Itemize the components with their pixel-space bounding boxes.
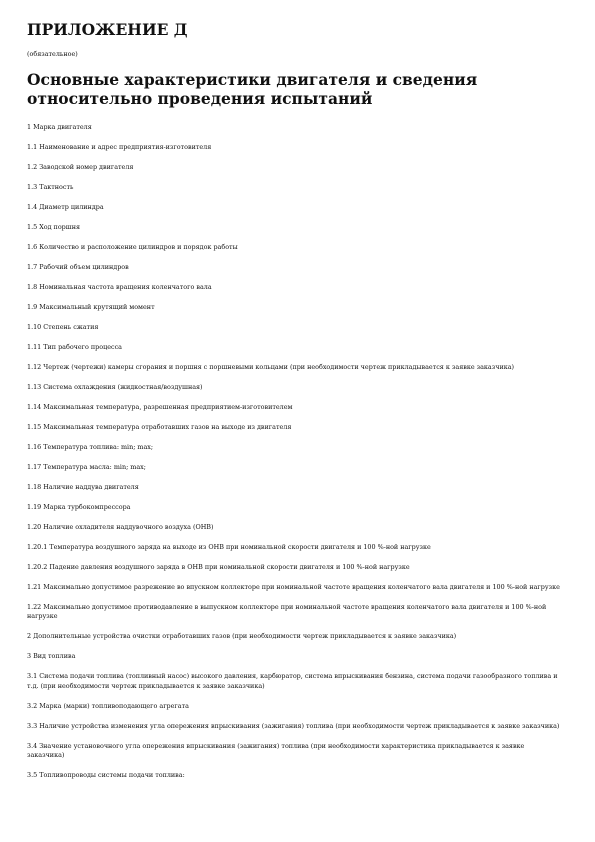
list-item: 1 Марка двигателя xyxy=(27,123,92,131)
list-item: 1.14 Максимальная температура, разрешенная предприятием-изготовителем xyxy=(27,403,293,411)
list-item: 1.5 Ход поршня xyxy=(27,223,80,231)
list-item: 1.19 Марка турбокомпрессора xyxy=(27,503,131,511)
list-item: 1.9 Максимальный крутящий момент xyxy=(27,303,155,311)
list-item: 3.3 Наличие устройства изменения угла опережения впрыскивания (зажигания) топлива (при необходимости чертеж прикладывается к заявке заказчика) xyxy=(27,721,560,730)
list-item: 1.6 Количество и расположение цилиндров и порядок работы xyxy=(27,243,238,251)
list-item: 1.15 Максимальная температура отработавших газов на выходе из двигателя xyxy=(27,423,292,431)
list-item: 1.8 Номинальная частота вращения коленчатого вала xyxy=(27,283,212,291)
list-item: 1.21 Максимально допустимое разрежение во впускном коллекторе при номинальной частоте вращения коленчатого вала двигателя и 100 %-ной нагрузке xyxy=(27,583,560,591)
appendix-note: (обязательное) xyxy=(27,50,78,58)
list-item: 1.16 Температура топлива: min; max; xyxy=(27,443,154,451)
list-item: 3.5 Топливопроводы системы подачи топлива: xyxy=(27,771,185,780)
document-page xyxy=(27,20,572,791)
list-item: 3.2 Марка (марки) топливоподающего агрегата xyxy=(27,701,189,710)
list-item: 2 Дополнительные устройства очистки отработавших газов (при необходимости чертеж прикладывается к заявке заказчика) xyxy=(27,632,457,641)
list-item: 1.20.1 Температура воздушного заряда на выходе из ОНВ при номинальной скорости двигателя и 100 %-ной нагрузке xyxy=(27,543,431,551)
list-item: 1.4 Диаметр цилиндра xyxy=(27,203,104,211)
list-item: 1.20 Наличие охладителя наддувочного воздуха (ОНВ) xyxy=(27,523,214,531)
list-item: 3 Вид топлива xyxy=(27,652,76,661)
list-item: 1.11 Тип рабочего процесса xyxy=(27,343,122,351)
list-item: 1.3 Тактность xyxy=(27,183,74,191)
section-title: Основные характеристики двигателя и сведения относительно проведения испытаний xyxy=(27,70,478,108)
list-item: 3.4 Значение установочного угла опережения впрыскивания (зажигания) топлива (при необходимости характеристика прикладывается к заявке заказчика) xyxy=(27,741,525,760)
list-item: 1.22 Максимально допустимое противодавление в выпускном коллекторе при номинальной частоте вращения коленчатого вала двигателя и 100 %-ной нагрузке xyxy=(27,603,547,621)
list-item: 1.7 Рабочий объем цилиндров xyxy=(27,263,129,271)
item-list xyxy=(27,123,572,781)
list-item: 1.12 Чертеж (чертежи) камеры сгорания и поршня с поршневыми кольцами (при необходимости чертеж прикладывается к заявке заказчика) xyxy=(27,363,514,371)
list-item: 1.13 Система охлаждения (жидкостная/воздушная) xyxy=(27,383,203,391)
list-item: 1.20.2 Падение давления воздушного заряда в ОНВ при номинальной скорости двигателя и 100 %-ной нагрузке xyxy=(27,563,410,571)
list-item: 3.1 Система подачи топлива (топливный насос) высокого давления, карбюратор, система впрыскивания бензина, система подачи газообразного топлива и т.д. (при необходимости чертеж прикладывается к заявке заказчика) xyxy=(27,672,558,690)
list-item: 1.18 Наличие наддува двигателя xyxy=(27,483,139,491)
list-item: 1.2 Заводской номер двигателя xyxy=(27,163,134,171)
list-item: 1.1 Наименование и адрес предприятия-изготовителя xyxy=(27,143,212,151)
appendix-title: ПРИЛОЖЕНИЕ Д xyxy=(27,20,188,39)
list-item: 1.10 Степень сжатия xyxy=(27,323,99,331)
list-item: 1.17 Температура масла: min; max; xyxy=(27,463,146,471)
